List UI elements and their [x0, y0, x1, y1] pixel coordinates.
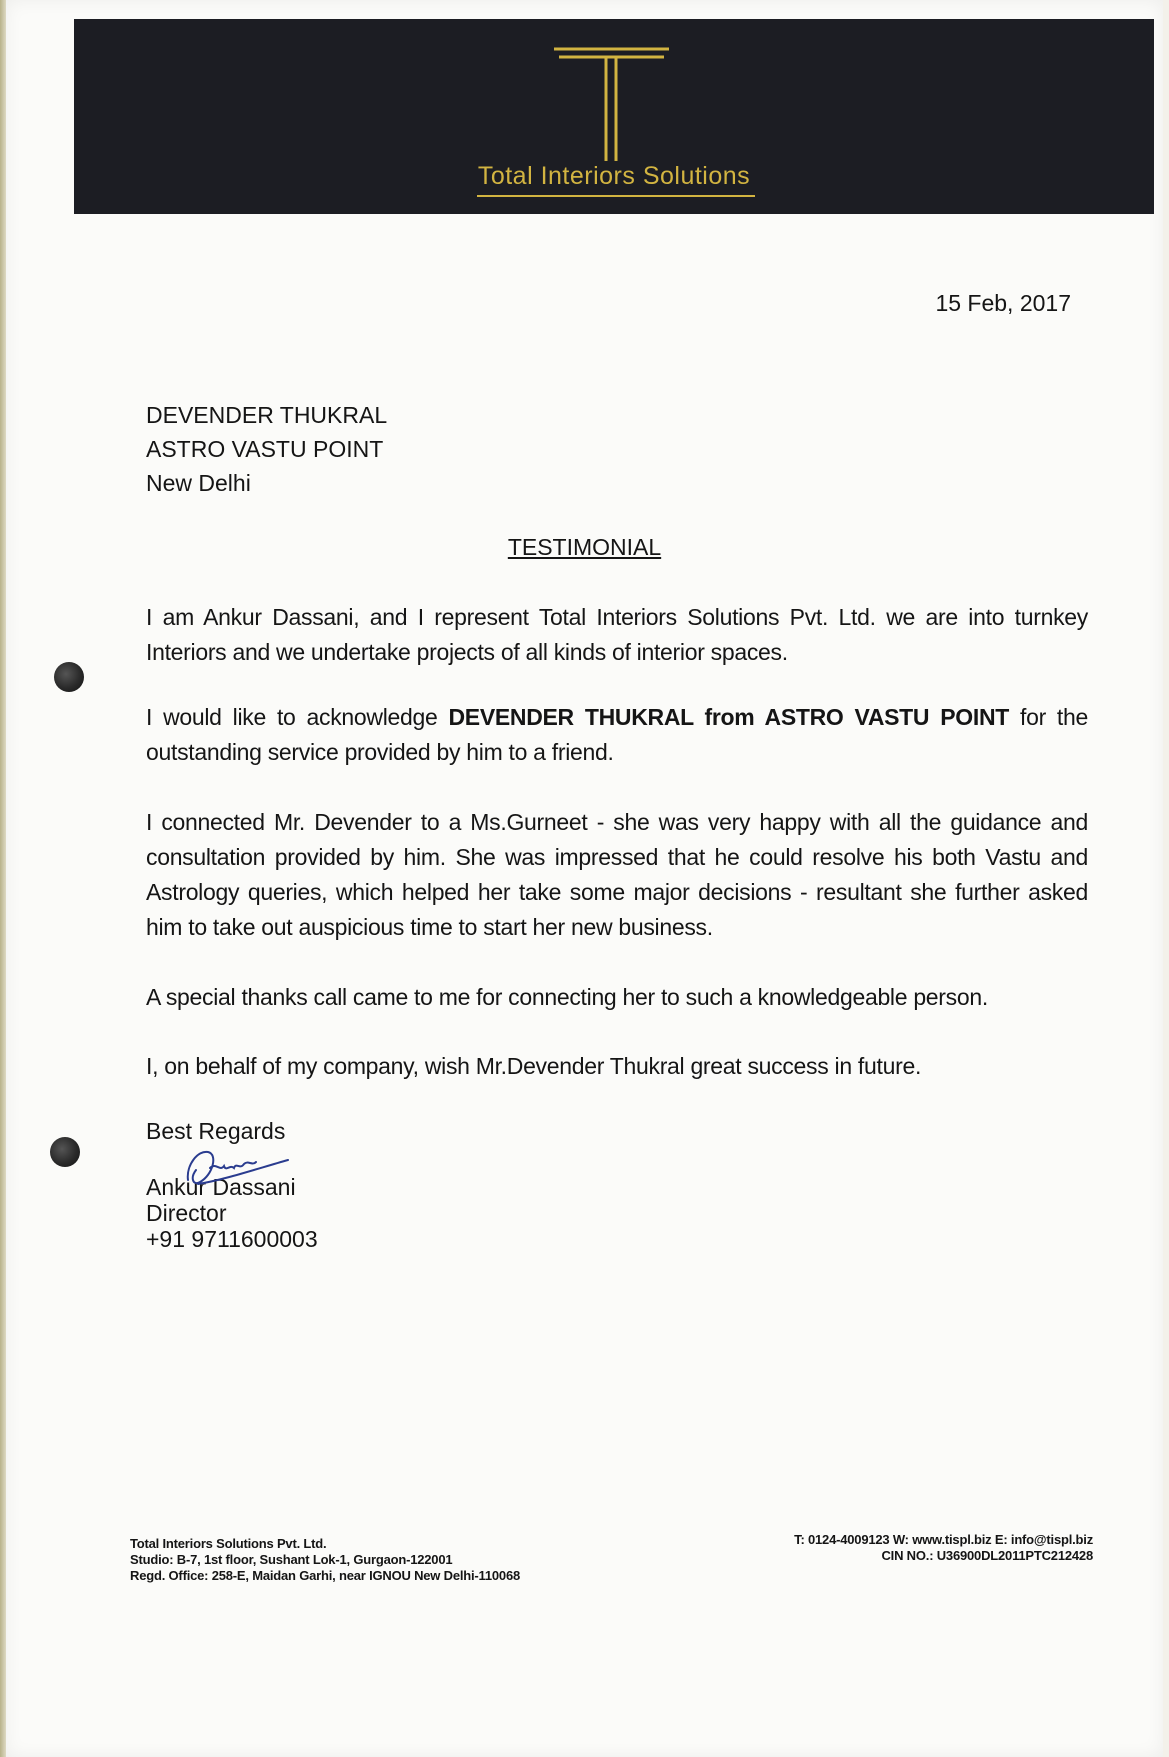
punch-hole — [54, 662, 84, 692]
letter-title: TESTIMONIAL — [507, 534, 662, 560]
company-name: Total Interiors Solutions — [477, 162, 751, 190]
recipient-name: DEVENDER THUKRAL — [146, 402, 388, 428]
recipient-organization: ASTRO VASTU POINT — [146, 436, 384, 462]
recipient-address — [146, 398, 387, 500]
letter-page — [6, 0, 1163, 1757]
footer-cin: CIN NO.: U36900DL2011PTC212428 — [881, 1548, 1093, 1563]
paragraph-thanks: A special thanks call came to me for connecting her to such a knowledgeable person. — [146, 984, 988, 1010]
footer-contact-info: T: 0124-4009123 W: www.tispl.biz E: info@tispl.biz — [794, 1532, 1093, 1547]
recipient-city: New Delhi — [146, 470, 251, 496]
letter-date: 15 Feb, 2017 — [935, 290, 1071, 316]
paragraph-details: I connected Mr. Devender to a Ms.Gurneet - she was very happy with all the guidance and consultation provided by him. She was impressed that he could resolve his both Vastu and Astrology queries, which helped her take some major decisions - resultant she further asked him to take out auspicious time to start her new business. — [146, 809, 1088, 940]
signatory-name: Ankur Dassani — [146, 1174, 296, 1200]
footer-registered-office: Regd. Office: 258-E, Maidan Garhi, near IGNOU New Delhi-110068 — [130, 1568, 521, 1583]
punch-hole — [50, 1137, 80, 1167]
handwritten-signature-icon — [178, 1140, 303, 1205]
paragraph-wishes: I, on behalf of my company, wish Mr.Devender Thukral great success in future. — [146, 1053, 922, 1079]
footer-contact — [794, 1532, 1093, 1564]
paragraph-acknowledgement — [146, 700, 1088, 770]
paragraph-introduction: I am Ankur Dassani, and I represent Total Interiors Solutions Pvt. Ltd. we are into turnkey Interiors and we undertake projects of all kinds of interior spaces. — [146, 604, 1088, 665]
signatory-designation: Director — [146, 1200, 227, 1226]
closing-regards: Best Regards — [146, 1118, 286, 1144]
footer-studio: Studio: B-7, 1st floor, Sushant Lok-1, Gurgaon-122001 — [130, 1552, 453, 1567]
letterhead-banner — [74, 19, 1154, 214]
acknowledgement-highlight: DEVENDER THUKRAL from ASTRO VASTU POINT — [448, 704, 1010, 730]
signatory-phone: +91 9711600003 — [146, 1226, 318, 1252]
footer-company: Total Interiors Solutions Pvt. Ltd. — [130, 1536, 327, 1551]
acknowledgement-prefix: I would like to acknowledge — [146, 704, 449, 730]
footer-address — [130, 1536, 520, 1584]
acknowledgement-suffix: for the outstanding service provided by him to a friend. — [146, 704, 1088, 765]
company-name-underline — [477, 195, 755, 197]
